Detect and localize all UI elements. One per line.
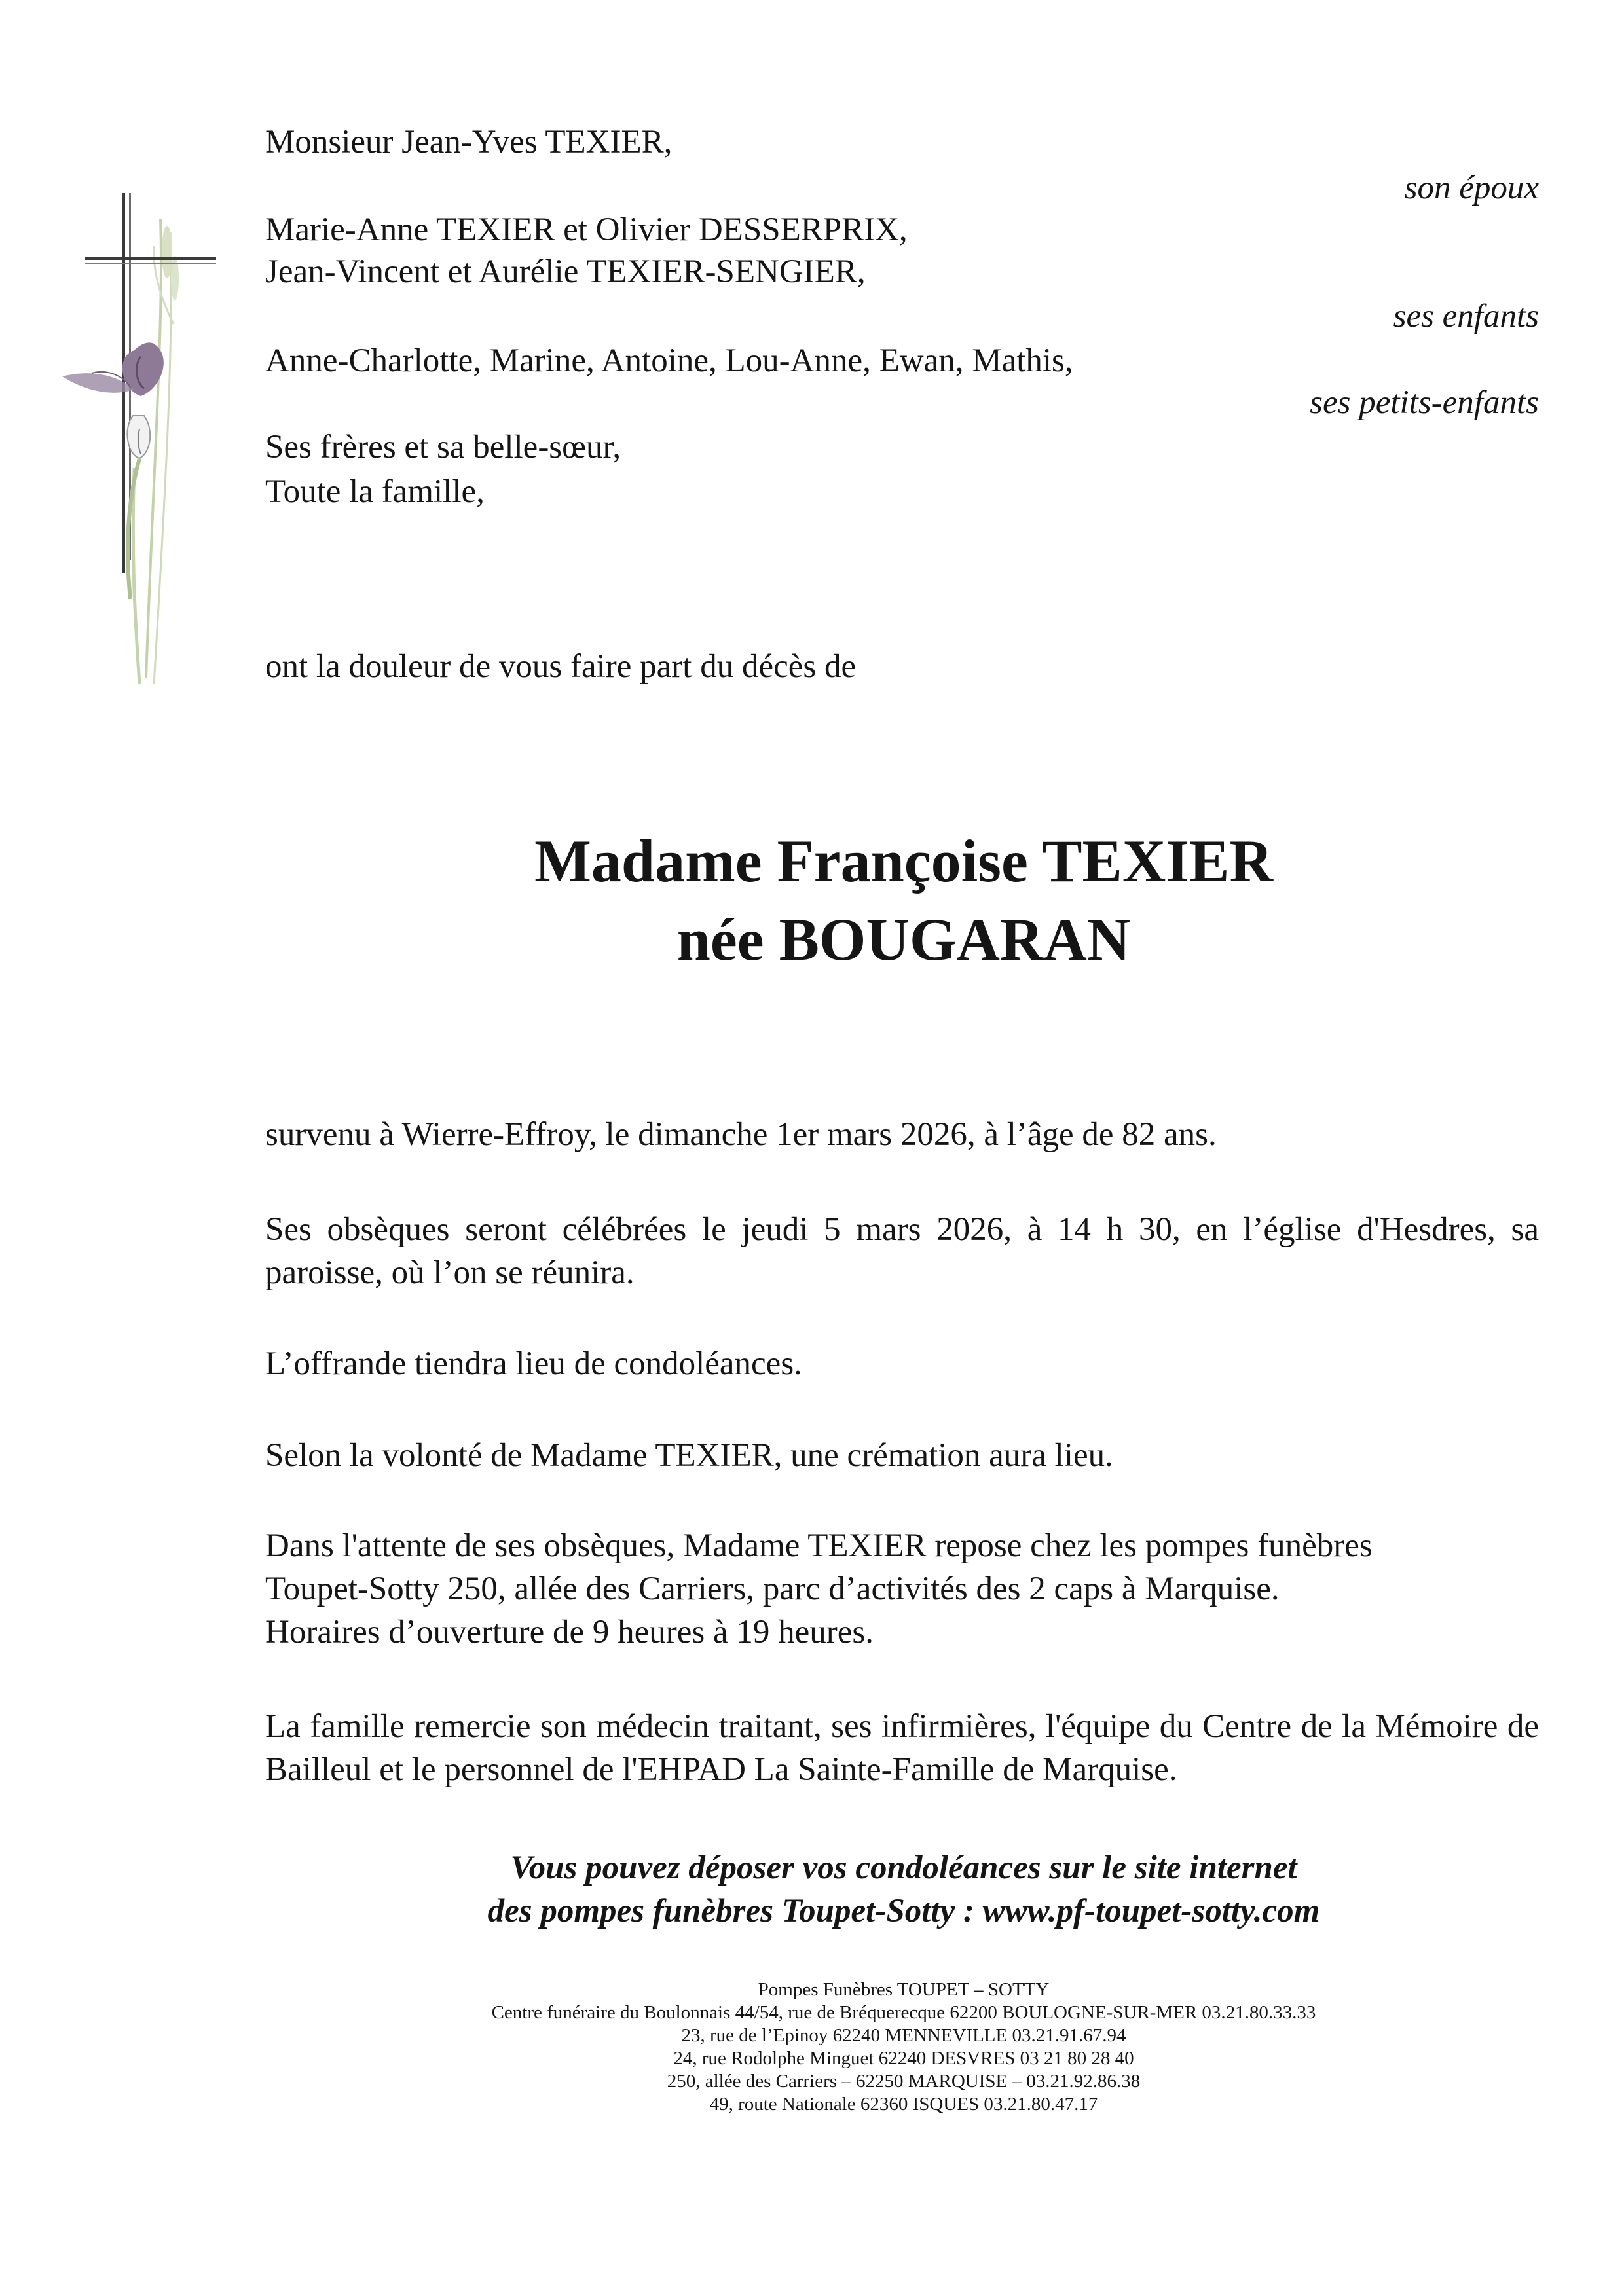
children-role: ses enfants [1393, 298, 1539, 335]
condolences-line-1: Vous pouvez déposer vos condoléances sur le site internet [510, 1850, 1297, 1886]
rest-line-3: Horaires d’ouverture de 9 heures à 19 heures. [265, 1614, 874, 1650]
footer-address-3: 24, rue Rodolphe Minguet 62240 DESVRES 03 21 80 28 40 [673, 2048, 1134, 2069]
siblings-line: Ses frères et sa belle-sœur, [265, 429, 621, 465]
all-family-line: Toute la famille, [265, 473, 485, 510]
footer-address-4: 250, allée des Carriers – 62250 MARQUISE – 03.21.92.86.38 [667, 2071, 1141, 2092]
funeral-paragraph: Ses obsèques seront célébrées le jeudi 5 mars 2026, à 14 h 30, en l’église d'Hesdres, sa paroisse, où l’on se réunira. [265, 1211, 1539, 1291]
rest-line-1: Dans l'attente de ses obsèques, Madame TEXIER repose chez les pompes funèbres [265, 1527, 1373, 1564]
husband-role: son époux [1404, 170, 1539, 206]
deceased-name: Madame Françoise TEXIER [534, 828, 1273, 894]
cross-with-calla-lily-icon [62, 193, 219, 691]
child-line-1: Marie-Anne TEXIER et Olivier DESSERPRIX, [265, 211, 908, 248]
cremation-paragraph: Selon la volonté de Madame TEXIER, une crémation aura lieu. [265, 1437, 1113, 1474]
footer-address-1: Centre funéraire du Boulonnais 44/54, rue de Bréquerecque 62200 BOULOGNE-SUR-MER 03.21.80.33.33 [491, 2002, 1316, 2023]
deceased-maiden-name: née BOUGARAN [676, 906, 1131, 973]
death-paragraph: survenu à Wierre-Effroy, le dimanche 1er mars 2026, à l’âge de 82 ans. [265, 1116, 1217, 1153]
thanks-paragraph: La famille remercie son médecin traitant, ses infirmières, l'équipe du Centre de la Mémoire de Bailleul et le personnel de l'EHPAD La Sainte-Famille de Marquise. [265, 1708, 1539, 1788]
child-line-2: Jean-Vincent et Aurélie TEXIER-SENGIER, [265, 253, 866, 290]
offering-paragraph: L’offrande tiendra lieu de condoléances. [265, 1345, 802, 1382]
condolences-line-2: des pompes funèbres Toupet-Sotty : www.pf-toupet-sotty.com [487, 1893, 1320, 1929]
footer-address-2: 23, rue de l’Epinoy 62240 MENNEVILLE 03.21.91.67.94 [681, 2025, 1126, 2046]
grandchildren-role: ses petits-enfants [1310, 384, 1539, 421]
rest-line-2: Toupet-Sotty 250, allée des Carriers, parc d’activités des 2 caps à Marquise. [265, 1571, 1280, 1607]
footer-address-5: 49, route Nationale 62360 ISQUES 03.21.80.47.17 [709, 2094, 1098, 2115]
footer-company: Pompes Funèbres TOUPET – SOTTY [758, 1979, 1050, 2000]
husband-name: Monsieur Jean-Yves TEXIER, [265, 124, 673, 160]
announcement-line: ont la douleur de vous faire part du décès de [265, 648, 857, 685]
grandchildren-names: Anne-Charlotte, Marine, Antoine, Lou-Anne, Ewan, Mathis, [265, 342, 1073, 379]
